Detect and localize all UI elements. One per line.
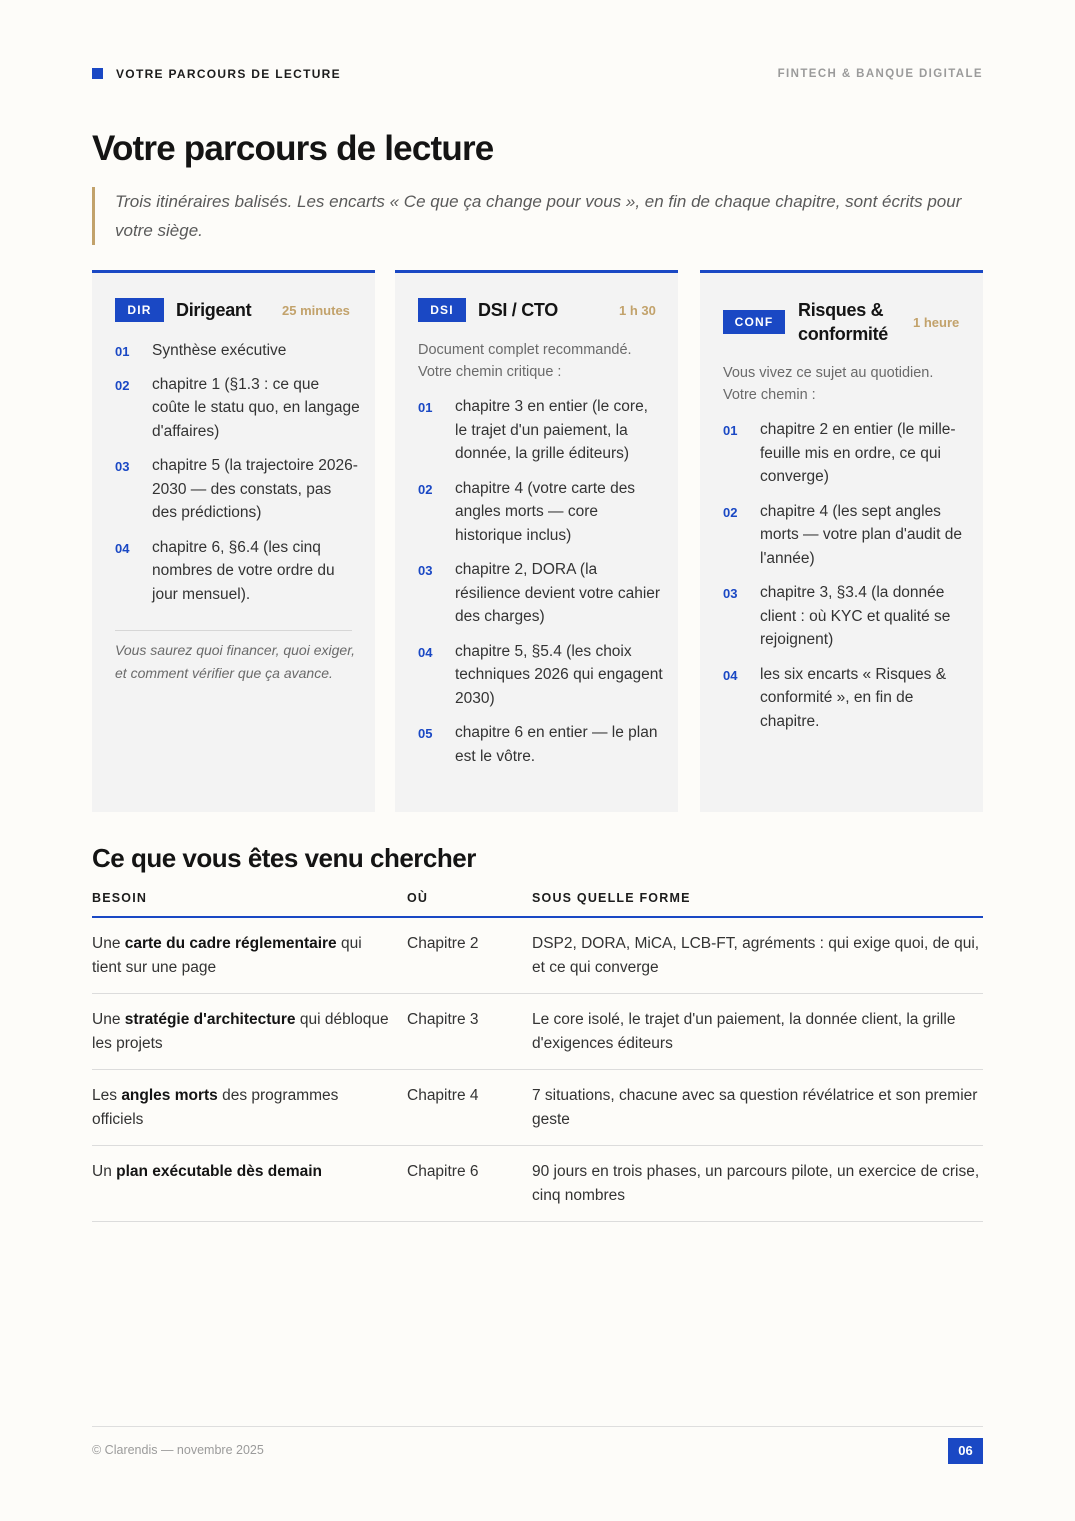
path-card-dsi [395,270,678,812]
step-text: chapitre 1 (§1.3 : ce que coûte le statu quo, en langage d'affaires) [152,375,360,440]
path-step [418,477,663,548]
step-text: Synthèse exécutive [152,342,287,359]
need-cell [92,1084,392,1132]
need-text: qui débloque les projets [92,1011,389,1052]
footer-copyright: © Clarendis — novembre 2025 [92,1443,264,1457]
step-text: chapitre 2 en entier (le mille-feuille mis en ordre, ce qui converge) [760,421,956,485]
table-header [92,888,983,918]
path-badge: CONF [723,310,785,334]
need-highlight: carte du cadre réglementaire [124,935,337,952]
need-cell [92,1160,392,1184]
need-text: des programmes officiels [92,1087,339,1128]
table-row [92,1070,983,1146]
step-text: chapitre 5, §5.4 (les choix techniques 2026 qui engagent 2030) [455,642,663,707]
path-steps [418,395,663,768]
need-cell [92,1008,392,1056]
where-cell: Chapitre 4 [407,1087,479,1104]
path-step [418,558,663,629]
card-divider [115,630,352,631]
path-duration: 25 minutes [282,303,350,318]
step-number: 03 [115,459,130,474]
step-text: chapitre 6, §6.4 (les cinq nombres de votre ordre du jour mensuel). [152,538,335,603]
step-text: chapitre 3, §3.4 (la donnée client : où KYC et qualité se rejoignent) [760,584,951,648]
step-number: 04 [115,540,130,556]
need-text: Les [92,1087,122,1104]
path-step [115,339,360,363]
step-text: les six encarts « Risques & conformité », en fin de chapitre. [760,665,947,730]
table-row [92,1146,983,1222]
page-number: 06 [948,1438,983,1464]
path-badge: DSI [418,298,466,322]
path-name: Risques & conformité [798,300,889,344]
path-steps [115,339,360,606]
where-cell: Chapitre 6 [407,1163,479,1180]
need-cell [92,932,392,980]
section-label: VOTRE PARCOURS DE LECTURE [116,67,341,81]
need-text: Une [92,1011,125,1028]
path-step [115,373,360,444]
page-title: Votre parcours de lecture [92,129,494,168]
form-cell: Le core isolé, le trajet d'un paiement, la donnée client, la grille d'exigences éditeurs [532,1011,956,1052]
path-duration: 1 heure [913,315,960,330]
path-card-dirigeant [92,270,375,812]
need-text: Une [92,935,125,952]
table-row [92,994,983,1070]
path-note: Document complet recommandé. Votre chemin critique : [418,342,632,380]
column-header-besoin: BESOIN [92,891,148,905]
step-text: chapitre 4 (les sept angles morts — votre plan d'audit de l'année) [760,502,962,567]
step-number: 01 [418,400,433,415]
path-duration: 1 h 30 [619,303,656,318]
needs-section-title: Ce que vous êtes venu chercher [92,843,476,873]
step-number: 03 [418,563,433,578]
need-highlight: stratégie d'architecture [124,1011,296,1028]
path-step [418,721,663,768]
table-row [92,918,983,994]
path-name: Dirigeant [176,300,252,320]
form-cell: DSP2, DORA, MiCA, LCB-FT, agréments : qui exige quoi, de qui, et ce qui converge [532,935,980,976]
column-header-ou: OÙ [407,891,429,905]
step-number: 04 [418,644,433,660]
form-cell: 90 jours en trois phases, un parcours pilote, un exercice de crise, cinq nombres [532,1163,980,1204]
path-step [723,500,968,571]
path-step [115,536,360,607]
step-number: 03 [723,586,738,601]
intro-quote [92,187,984,245]
need-highlight: angles morts [121,1087,218,1104]
path-card-conformite [700,270,983,812]
step-text: chapitre 3 en entier (le core, le trajet d'un paiement, la donnée, la grille éditeurs) [455,398,648,462]
section-marker [92,68,103,79]
where-cell: Chapitre 2 [407,935,479,952]
path-note: Vous vivez ce sujet au quotidien. Votre chemin : [723,365,934,403]
path-step [418,395,663,466]
publication-label: FINTECH & BANQUE DIGITALE [777,68,983,80]
step-number: 02 [723,504,738,520]
where-cell: Chapitre 3 [407,1011,479,1028]
step-text: chapitre 6 en entier — le plan est le vôtre. [455,724,658,765]
step-number: 04 [723,667,738,683]
need-text: Un [92,1163,117,1180]
path-badge: DIR [115,298,164,322]
step-text: chapitre 2, DORA (la résilience devient votre cahier des charges) [455,561,661,625]
footer-divider [92,1426,983,1427]
need-highlight: plan exécutable dès demain [116,1163,323,1180]
path-steps [723,418,968,733]
needs-table [92,888,983,1222]
step-text: chapitre 4 (votre carte des angles morts — core historique inclus) [455,479,636,544]
path-step [418,640,663,711]
step-number: 02 [418,481,433,497]
form-cell: 7 situations, chacune avec sa question révélatrice et son premier geste [532,1087,978,1128]
step-number: 01 [723,423,738,438]
column-header-forme: SOUS QUELLE FORME [532,891,691,905]
path-step [723,663,968,734]
path-step [723,418,968,489]
step-number: 05 [418,726,433,741]
running-header [92,66,983,82]
step-text: chapitre 5 (la trajectoire 2026-2030 — des constats, pas des prédictions) [152,457,358,521]
path-name: DSI / CTO [478,300,558,320]
path-step [723,581,968,652]
step-number: 01 [115,344,130,359]
need-text: qui tient sur une page [92,935,362,976]
path-closing-note: Vous saurez quoi financer, quoi exiger, et comment vérifier que ça avance. [115,642,355,681]
step-number: 02 [115,377,130,393]
intro-text: Trois itinéraires balisés. Les encarts « Ce que ça change pour vous », en fin de chaque chapitre, sont écrits pour votre siège. [115,192,962,240]
path-step [115,454,360,525]
